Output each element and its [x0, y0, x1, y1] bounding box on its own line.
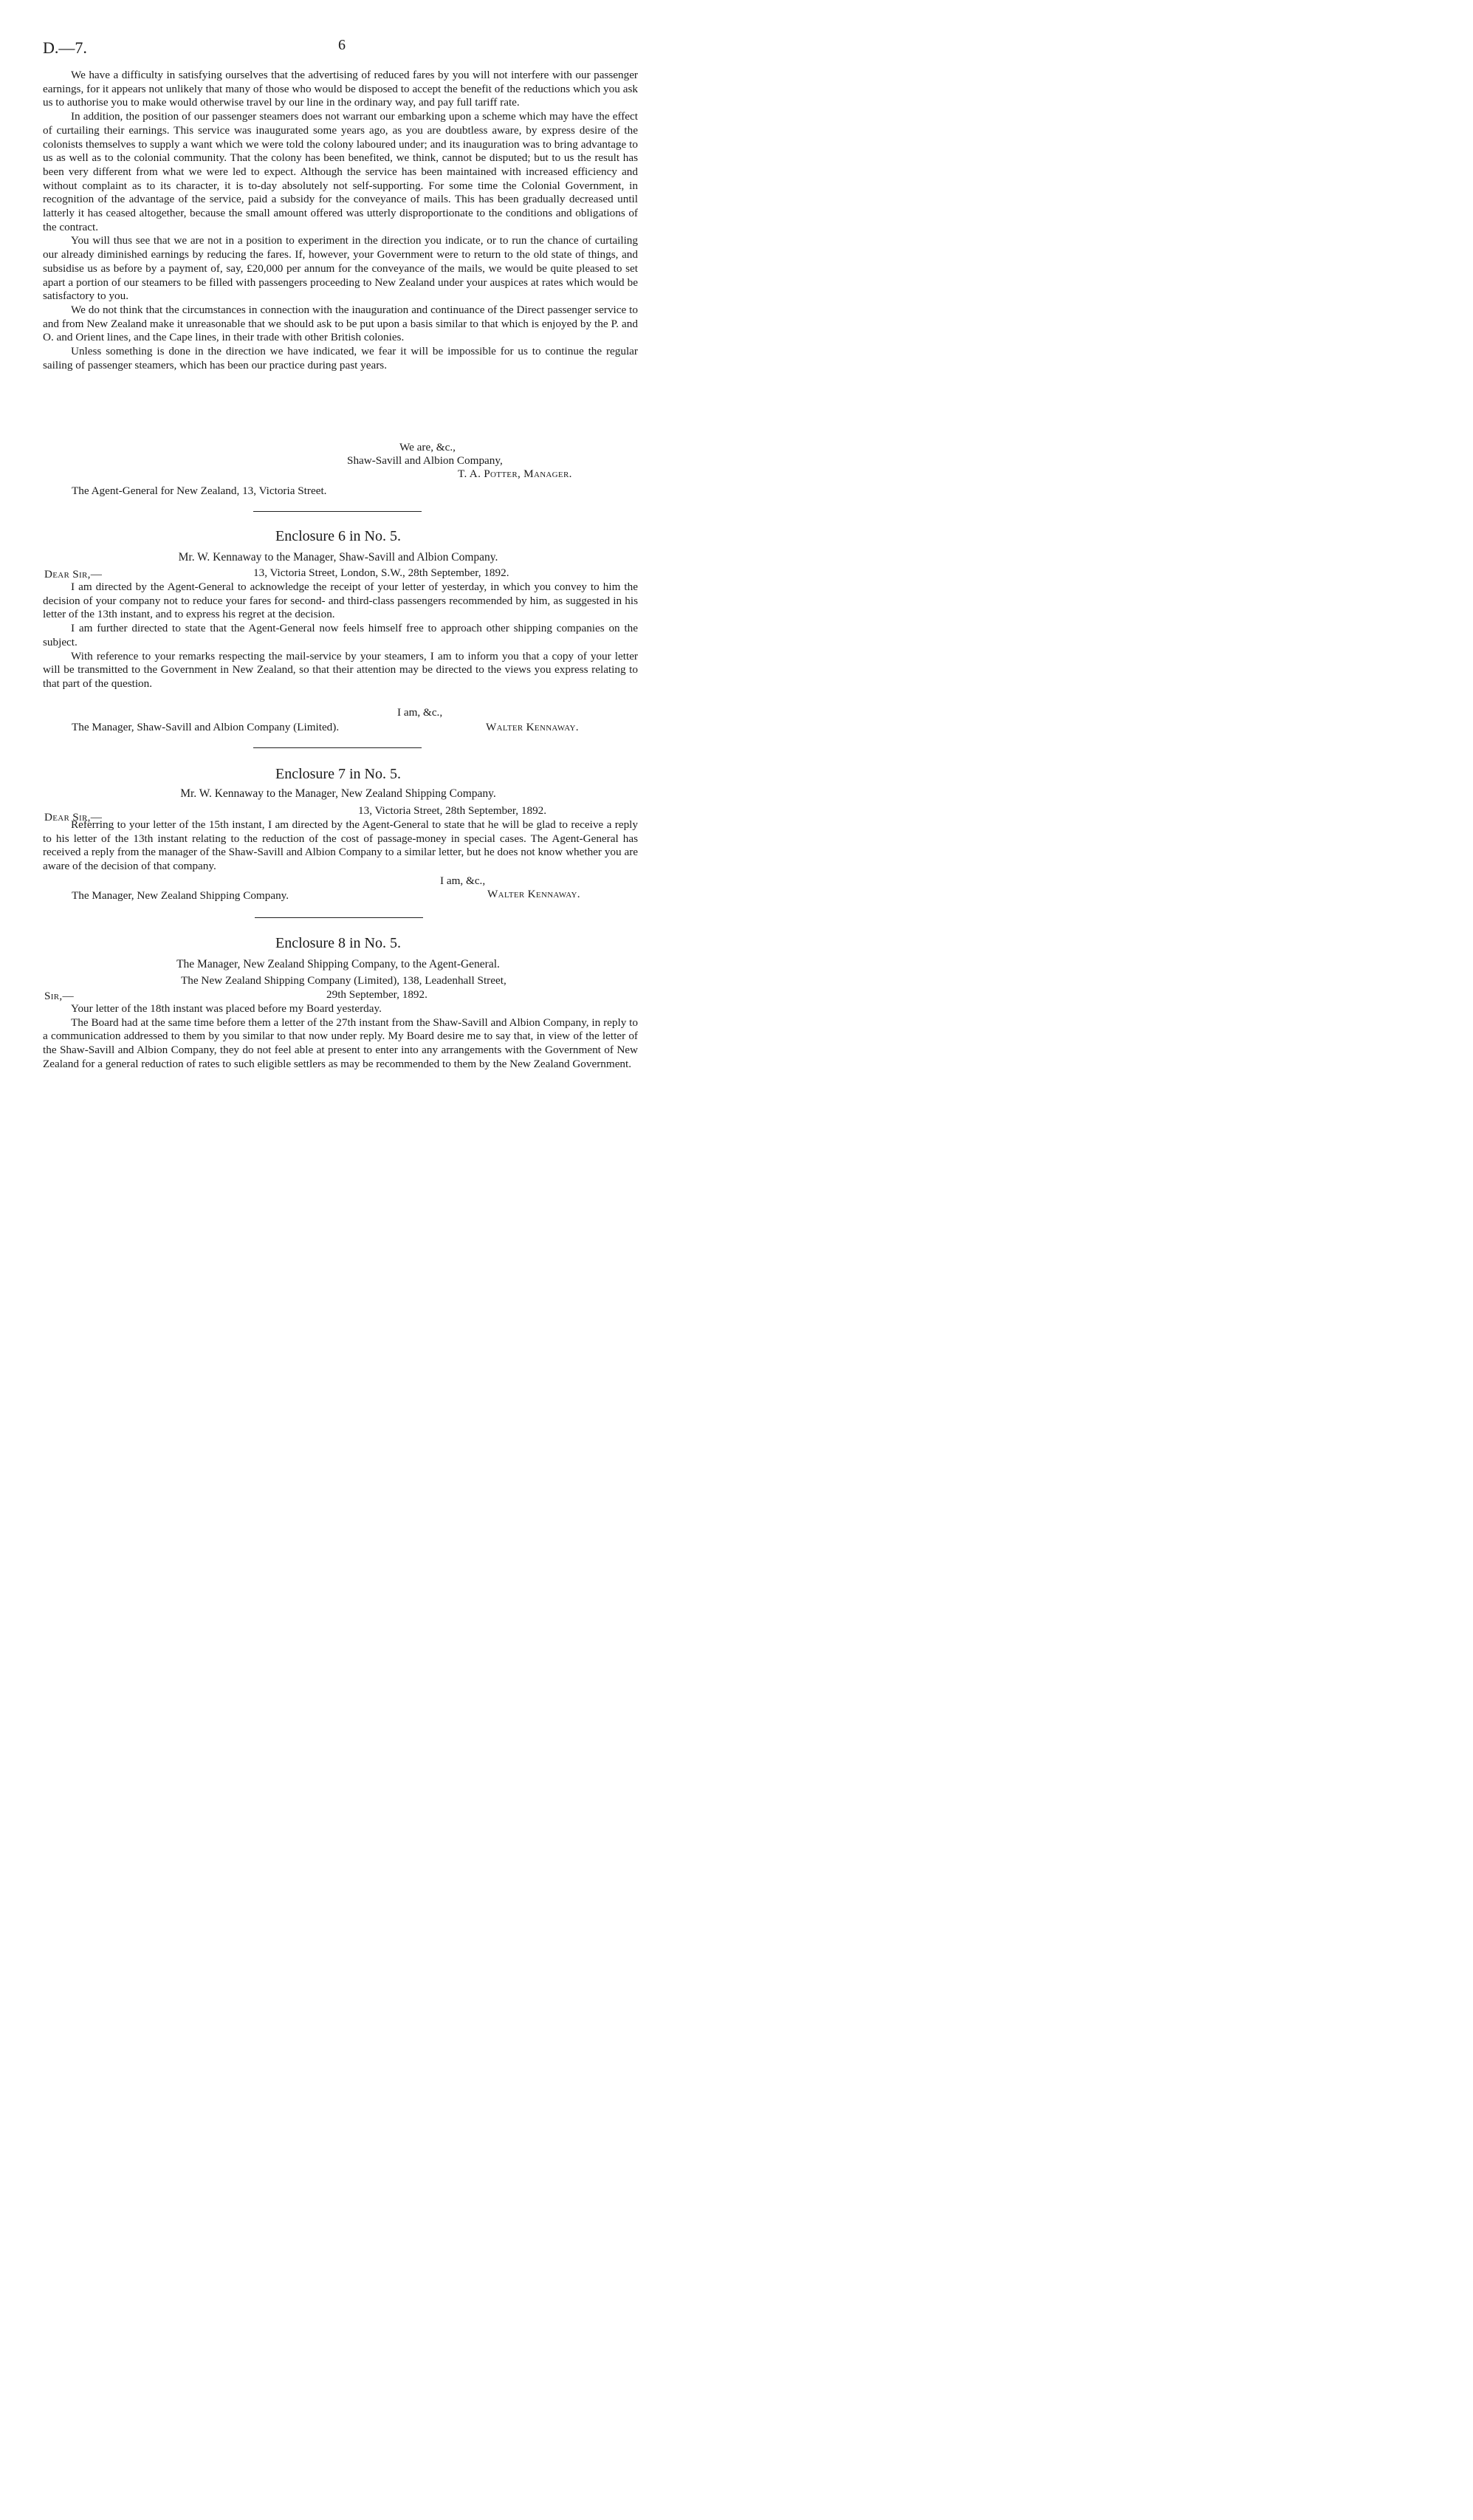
page-number: 6	[338, 37, 346, 53]
salutation: Dear Sir,—	[44, 811, 103, 824]
document-id: D.—7.	[43, 38, 87, 57]
paragraph: We have a difficulty in satisfying ourselves that the advertising of reduced fares by you will not interfere with our passenger earnings, for it appears not unlikely that many of those who would be disposed to accept the benefit of the reductions which you ask us to authorise you to make would otherwise travel by our line in the ordinary way, and pay full tariff rate.	[43, 69, 638, 109]
section-divider	[253, 511, 422, 512]
letter-date: 29th September, 1892.	[326, 988, 428, 1001]
document-page	[0, 0, 676, 1158]
paragraph: Unless something is done in the direction we have indicated, we fear it will be impossible for us to continue the regular sailing of passenger steamers, which has been our practice during past years.	[43, 345, 638, 372]
addressee: The Manager, New Zealand Shipping Company.	[72, 889, 289, 902]
enclosure-title: Enclosure 7 in No. 5.	[275, 766, 401, 782]
section-divider	[253, 747, 422, 748]
salutation: Dear Sir,—	[44, 568, 103, 581]
section-divider	[255, 917, 423, 918]
paragraph: Your letter of the 18th instant was placed before my Board yesterday.	[71, 1002, 382, 1015]
letter-body	[43, 69, 638, 372]
paragraph: With reference to your remarks respecting the mail-service by your steamers, I am to inform you that a copy of your letter will be transmitted to the Government in New Zealand, so that their attention may be directed to the views you express relating to that part of the question.	[43, 649, 638, 690]
signatory: Walter Kennaway.	[486, 721, 579, 733]
enclosure-subtitle: The Manager, New Zealand Shipping Company, to the Agent-General.	[176, 958, 500, 970]
letter-address: The New Zealand Shipping Company (Limited), 138, Leadenhall Street,	[181, 974, 507, 987]
paragraph: I am directed by the Agent-General to acknowledge the receipt of your letter of yesterday, in which you convey to him the decision of your company not to reduce your fares for second- and third-class passengers recommended by him, as suggested in his letter of the 13th instant, and to express his regret at the decision.	[43, 581, 638, 621]
closing: I am, &c.,	[440, 874, 486, 887]
addressee: The Agent-General for New Zealand, 13, Victoria Street.	[72, 485, 327, 497]
letter-address: 13, Victoria Street, London, S.W., 28th September, 1892.	[253, 566, 509, 579]
signatory: T. A. Potter, Manager.	[458, 468, 572, 480]
closing: I am, &c.,	[397, 706, 443, 719]
signatory: Walter Kennaway.	[487, 888, 580, 900]
enclosure-title: Enclosure 6 in No. 5.	[275, 528, 401, 544]
paragraph: Referring to your letter of the 15th instant, I am directed by the Agent-General to state that he will be glad to receive a reply to his letter of the 13th instant relating to the reduction of the cost of passage-money in special cases. The Agent-General has received a reply from the manager of the Shaw-Savill and Albion Company to a similar letter, but he does not know whether you are aware of the decision of that company.	[43, 818, 638, 873]
letter-body	[43, 818, 638, 874]
paragraph: The Board had at the same time before them a letter of the 27th instant from the Shaw-Savill and Albion Company, in reply to a communication addressed to them by you similar to that now under reply. My Board desire me to say that, in view of the letter of the Shaw-Savill and Albion Company, they do not feel able at present to enter into any arrangements with the Government of New Zealand for a general reduction of rates to such eligible settlers as may be recommended to them by the New Zealand Government.	[43, 1016, 638, 1070]
closing: We are, &c.,	[399, 441, 456, 453]
paragraph: In addition, the position of our passenger steamers does not warrant our embarking upon a scheme which may have the effect of curtailing their earnings. This service was inaugurated some years ago, as you are doubtless aware, by express desire of the colonists themselves to supply a want which we were told the colony laboured under; and its inauguration was to bring advantage to us as well as to the colonial community. That the colony has been benefited, we think, cannot be disputed; but to us the result has been very different from what we were led to expect. Although the service has been maintained with increased efficiency and without complaint as to its character, it is to-day absolutely not self-supporting. For some time the Colonial Government, in recognition of the advantage of the service, paid a subsidy for the conveyance of mails. This has been gradually decreased until latterly it has ceased altogether, because the small amount offered was utterly disproportionate to the conditions and obligations of the contract.	[43, 110, 638, 233]
paragraph: We do not think that the circumstances in connection with the inauguration and continuance of the Direct passenger service to and from New Zealand make it unreasonable that we should ask to be put upon a basis similar to that which is enjoyed by the P. and O. and Orient lines, and the Cape lines, in their trade with other British colonies.	[43, 303, 638, 344]
addressee: The Manager, Shaw-Savill and Albion Company (Limited).	[72, 721, 340, 733]
salutation: Sir,—	[44, 990, 74, 1002]
enclosure-subtitle: Mr. W. Kennaway to the Manager, New Zealand Shipping Company.	[180, 787, 496, 800]
letter-body	[43, 1002, 638, 1072]
signatory-company: Shaw-Savill and Albion Company,	[347, 454, 503, 467]
letter-body	[43, 581, 638, 691]
letter-address: 13, Victoria Street, 28th September, 1892.	[358, 804, 547, 817]
paragraph: You will thus see that we are not in a position to experiment in the direction you indicate, or to run the chance of curtailing our already diminished earnings by reducing the fares. If, however, your Government were to return to the old state of things, and subsidise us as before by a payment of, say, £20,000 per annum for the conveyance of the mails, we would be quite pleased to set apart a portion of our steamers to be filled with passengers proceeding to New Zealand under your auspices at rates which would be satisfactory to you.	[43, 234, 638, 303]
paragraph: I am further directed to state that the Agent-General now feels himself free to approach other shipping companies on the subject.	[43, 622, 638, 648]
enclosure-title: Enclosure 8 in No. 5.	[275, 935, 401, 951]
enclosure-subtitle: Mr. W. Kennaway to the Manager, Shaw-Savill and Albion Company.	[178, 551, 498, 564]
